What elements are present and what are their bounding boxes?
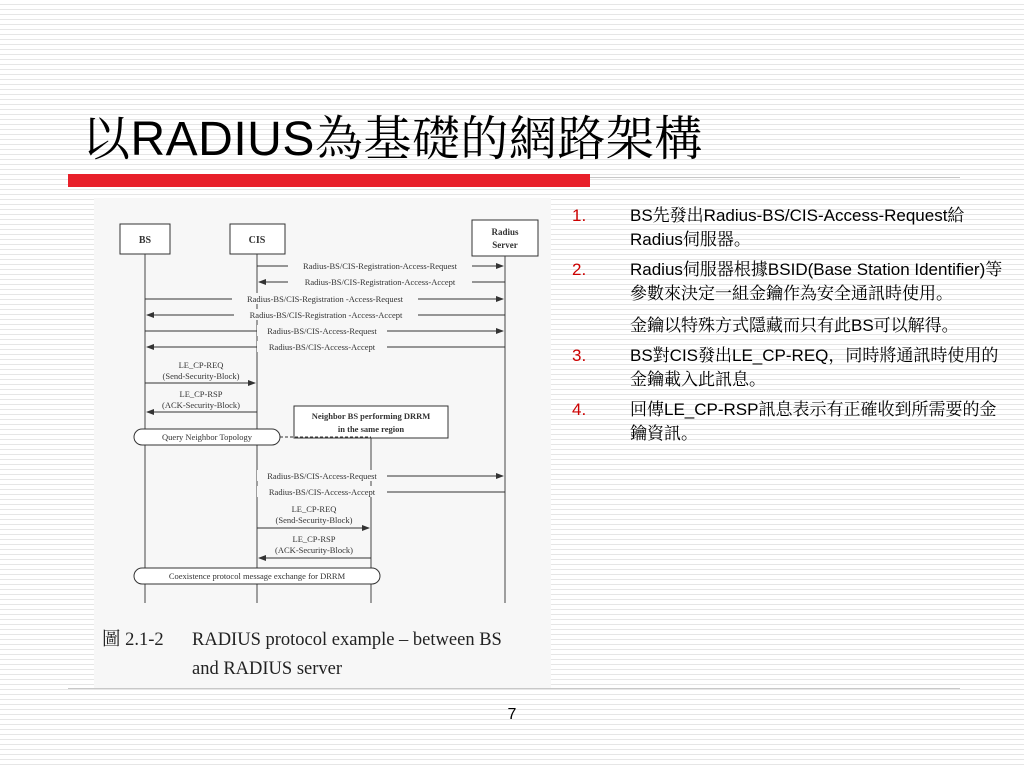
radius-protocol-figure (94, 198, 551, 688)
message-label: Radius-BS/CIS-Access-Request (267, 326, 377, 336)
cis-entity-box (230, 224, 285, 254)
message-arrow (145, 293, 503, 304)
slide-title: 以RADIUS為基礎的網路架構 (82, 113, 703, 166)
le-cp-rsp-arrow (259, 534, 371, 558)
list-item (572, 204, 1012, 252)
message-label: Radius-BS/CIS-Registration-Access-Request (303, 261, 457, 271)
title-divider-line (590, 177, 960, 178)
radius-entity-label-1: Radius (491, 227, 519, 237)
list-marker: 3. (572, 346, 587, 365)
message-arrow (147, 341, 505, 352)
figure-caption (102, 626, 547, 684)
cis-entity-label: CIS (248, 235, 266, 246)
list-item-subparagraph: 金鑰以特殊方式隱藏而只有此BS可以解得。 (630, 316, 959, 335)
explanation-list (572, 204, 1012, 452)
le-cp-req-arrow (145, 360, 255, 383)
figure-caption-line2: and RADIUS server (192, 659, 343, 679)
list-item (572, 398, 1012, 446)
message-label: Radius-BS/CIS-Registration -Access-Accept (249, 310, 403, 320)
message-label: Radius-BS/CIS-Registration-Access-Accept (304, 277, 456, 287)
message-label: Radius-BS/CIS-Access-Accept (268, 487, 376, 497)
le-cp-label: LE_CP-RSP (292, 534, 336, 544)
list-item (572, 258, 1012, 338)
le-cp-label: LE_CP-RSP (179, 389, 223, 399)
list-marker: 2. (572, 260, 587, 279)
neighbor-note-line1: Neighbor BS performing DRRM (311, 411, 431, 421)
le-cp-sublabel: (Send-Security-Block) (275, 515, 353, 525)
le-cp-sublabel: (Send-Security-Block) (162, 371, 240, 381)
message-arrow (145, 325, 503, 336)
le-cp-label: LE_CP-REQ (178, 360, 224, 370)
list-item-text: BS先發出Radius-BS/CIS-Access-Request給Radius伺服器。 (630, 206, 965, 249)
list-item (572, 344, 1012, 392)
bs-entity-box (120, 224, 170, 254)
message-arrow (257, 470, 503, 481)
message-label: Radius-BS/CIS-Registration -Access-Request (246, 294, 404, 304)
message-arrow (259, 276, 505, 287)
message-arrow (147, 309, 505, 320)
title-accent-bar (68, 174, 590, 187)
le-cp-rsp-arrow (147, 389, 257, 412)
list-item-text: 回傳LE_CP-RSP訊息表示有正確收到所需要的金鑰資訊。 (630, 400, 997, 443)
radius-entity-label-2: Server (492, 240, 518, 250)
message-label: Radius-BS/CIS-Access-Request (267, 471, 377, 481)
message-arrow (257, 260, 503, 271)
bs-entity-label: BS (138, 235, 152, 246)
le-cp-req-arrow (257, 504, 369, 528)
list-item-text: Radius伺服器根據BSID(Base Station Identifier)等參數來決定一組金鑰作為安全通訊時使用。 (630, 260, 1003, 303)
page-number: 7 (507, 706, 517, 723)
le-cp-label: LE_CP-REQ (291, 504, 337, 514)
query-topology-label: Query Neighbor Topology (162, 432, 252, 442)
radius-server-entity-box (472, 220, 538, 256)
message-arrow (257, 486, 505, 497)
le-cp-sublabel: (ACK-Security-Block) (275, 545, 353, 555)
figure-caption-line1: RADIUS protocol example – between BS (192, 630, 502, 650)
list-item-text: BS對CIS發出LE_CP-REQ，同時將通訊時使用的金鑰載入此訊息。 (630, 346, 999, 389)
le-cp-sublabel: (ACK-Security-Block) (162, 400, 240, 410)
list-marker: 4. (572, 400, 587, 419)
coexistence-bar (134, 568, 380, 584)
coexistence-label: Coexistence protocol message exchange for DRRM (168, 571, 346, 581)
list-marker: 1. (572, 206, 587, 225)
neighbor-note-line2: in the same region (337, 424, 405, 434)
neighbor-note-box (294, 406, 448, 438)
message-label: Radius-BS/CIS-Access-Accept (268, 342, 376, 352)
figure-number: 圖 2.1-2 (102, 630, 164, 650)
footer-divider-line (68, 688, 960, 689)
